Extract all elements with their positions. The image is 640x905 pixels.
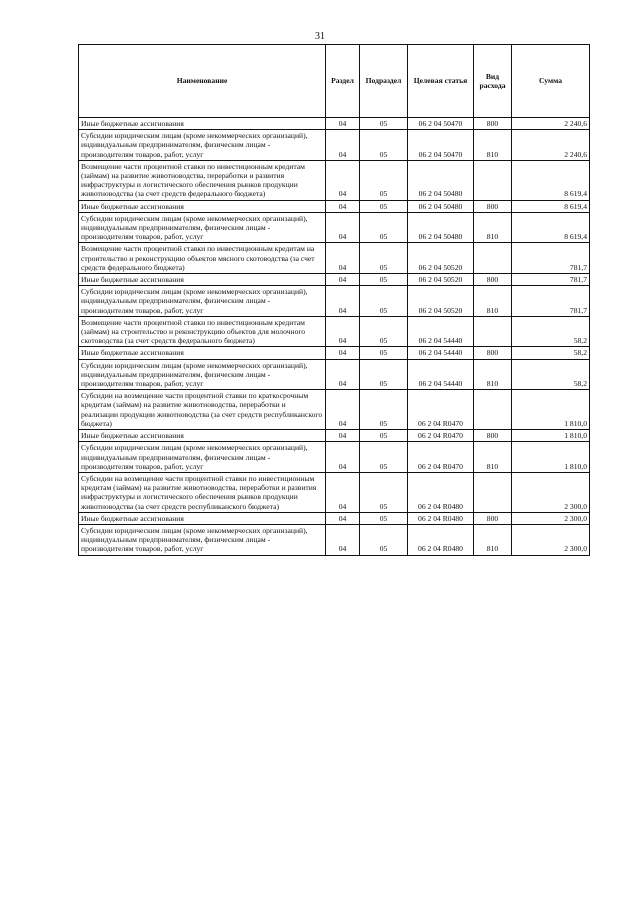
cell-subsection: 05 <box>360 274 408 286</box>
cell-target: 06 2 04 50520 <box>408 243 474 274</box>
cell-target: 06 2 04 54440 <box>408 359 474 390</box>
cell-name: Иные бюджетные ассигнования <box>79 430 326 442</box>
cell-amount: 1 810,0 <box>512 430 590 442</box>
cell-amount: 2 300,0 <box>512 472 590 512</box>
cell-section: 04 <box>326 160 360 200</box>
cell-subsection: 05 <box>360 130 408 161</box>
cell-subsection: 05 <box>360 316 408 347</box>
table-body <box>79 118 590 556</box>
column-header-section: Раздел <box>326 45 360 118</box>
cell-section: 04 <box>326 286 360 317</box>
cell-expense-type <box>474 390 512 430</box>
cell-expense-type <box>474 472 512 512</box>
cell-subsection: 05 <box>360 347 408 359</box>
column-header-target: Целевая статья <box>408 45 474 118</box>
cell-section: 04 <box>326 512 360 524</box>
cell-target: 06 2 04 R0480 <box>408 472 474 512</box>
cell-name: Иные бюджетные ассигнования <box>79 512 326 524</box>
cell-section: 04 <box>326 212 360 243</box>
cell-amount: 2 240,6 <box>512 130 590 161</box>
cell-expense-type <box>474 160 512 200</box>
cell-amount: 8 619,4 <box>512 160 590 200</box>
cell-target: 06 2 04 50520 <box>408 286 474 317</box>
table-row <box>79 130 590 161</box>
cell-section: 04 <box>326 274 360 286</box>
cell-amount: 781,7 <box>512 274 590 286</box>
cell-amount: 58,2 <box>512 347 590 359</box>
cell-amount: 58,2 <box>512 316 590 347</box>
cell-subsection: 05 <box>360 430 408 442</box>
cell-target: 06 2 04 54440 <box>408 316 474 347</box>
cell-expense-type: 810 <box>474 130 512 161</box>
cell-expense-type: 800 <box>474 347 512 359</box>
table-row <box>79 359 590 390</box>
cell-target: 06 2 04 50470 <box>408 118 474 130</box>
cell-section: 04 <box>326 200 360 212</box>
cell-expense-type: 800 <box>474 200 512 212</box>
cell-name: Субсидии на возмещение части процентной ставки по инвестиционным кредитам (займам) на развитие животноводства, переработки и развития инфраструктуры и логистического обеспечения рынков продукции животноводства (за счет средств республиканского бюджета) <box>79 472 326 512</box>
table-row <box>79 316 590 347</box>
cell-name: Иные бюджетные ассигнования <box>79 347 326 359</box>
cell-target: 06 2 04 R0480 <box>408 512 474 524</box>
table-row <box>79 512 590 524</box>
cell-subsection: 05 <box>360 243 408 274</box>
cell-name: Субсидии юридическим лицам (кроме некоммерческих организаций), индивидуальным предпринимателям, физическим лицам - производителям товаров, работ, услуг <box>79 524 326 555</box>
cell-target: 06 2 04 54440 <box>408 347 474 359</box>
cell-name: Возмещение части процентной ставки по инвестиционным кредитам на строительство и реконструкцию объектов мясного скотоводства (за счет средств федерального бюджета) <box>79 243 326 274</box>
cell-expense-type: 800 <box>474 274 512 286</box>
cell-target: 06 2 04 R0470 <box>408 430 474 442</box>
cell-target: 06 2 04 50480 <box>408 200 474 212</box>
cell-subsection: 05 <box>360 359 408 390</box>
table-row <box>79 347 590 359</box>
cell-section: 04 <box>326 118 360 130</box>
page-number: 31 <box>315 31 325 42</box>
cell-expense-type <box>474 243 512 274</box>
cell-name: Субсидии юридическим лицам (кроме некоммерческих организаций), индивидуальным предпринимателям, физическим лицам - производителям товаров, работ, услуг <box>79 130 326 161</box>
cell-target: 06 2 04 50520 <box>408 274 474 286</box>
cell-section: 04 <box>326 524 360 555</box>
cell-target: 06 2 04 50470 <box>408 130 474 161</box>
cell-section: 04 <box>326 130 360 161</box>
column-header-amount: Сумма <box>512 45 590 118</box>
cell-name: Иные бюджетные ассигнования <box>79 200 326 212</box>
table-row <box>79 118 590 130</box>
cell-section: 04 <box>326 359 360 390</box>
cell-subsection: 05 <box>360 160 408 200</box>
cell-subsection: 05 <box>360 286 408 317</box>
cell-expense-type: 810 <box>474 212 512 243</box>
cell-subsection: 05 <box>360 200 408 212</box>
cell-section: 04 <box>326 390 360 430</box>
column-header-expense-type: Вид расхода <box>474 45 512 118</box>
cell-section: 04 <box>326 243 360 274</box>
cell-subsection: 05 <box>360 472 408 512</box>
cell-target: 06 2 04 R0470 <box>408 390 474 430</box>
cell-section: 04 <box>326 430 360 442</box>
column-header-name: Наименование <box>79 45 326 118</box>
cell-name: Иные бюджетные ассигнования <box>79 118 326 130</box>
cell-expense-type: 800 <box>474 118 512 130</box>
cell-amount: 58,2 <box>512 359 590 390</box>
cell-amount: 2 240,6 <box>512 118 590 130</box>
cell-amount: 8 619,4 <box>512 212 590 243</box>
cell-expense-type: 810 <box>474 359 512 390</box>
cell-section: 04 <box>326 472 360 512</box>
cell-amount: 2 300,0 <box>512 524 590 555</box>
cell-amount: 2 300,0 <box>512 512 590 524</box>
cell-name: Субсидии юридическим лицам (кроме некоммерческих организаций), индивидуальным предпринимателям, физическим лицам - производителям товаров, работ, услуг <box>79 442 326 473</box>
cell-expense-type: 810 <box>474 286 512 317</box>
table-row <box>79 274 590 286</box>
cell-amount: 781,7 <box>512 243 590 274</box>
table-row <box>79 212 590 243</box>
cell-name: Субсидии на возмещение части процентной ставки по краткосрочным кредитам (займам) на развитие животноводства, переработки и реализации продукции животноводства (за счет средств республиканского бюджета) <box>79 390 326 430</box>
cell-amount: 781,7 <box>512 286 590 317</box>
table-row <box>79 430 590 442</box>
cell-name: Субсидии юридическим лицам (кроме некоммерческих организаций), индивидуальным предпринимателям, физическим лицам - производителям товаров, работ, услуг <box>79 212 326 243</box>
table-row <box>79 200 590 212</box>
cell-subsection: 05 <box>360 212 408 243</box>
table-row <box>79 472 590 512</box>
cell-section: 04 <box>326 442 360 473</box>
cell-expense-type: 800 <box>474 512 512 524</box>
cell-amount: 1 810,0 <box>512 390 590 430</box>
cell-expense-type <box>474 316 512 347</box>
cell-name: Субсидии юридическим лицам (кроме некоммерческих организаций), индивидуальным предпринимателям, физическим лицам - производителям товаров, работ, услуг <box>79 286 326 317</box>
table-row <box>79 243 590 274</box>
table-row <box>79 160 590 200</box>
cell-subsection: 05 <box>360 512 408 524</box>
cell-expense-type: 810 <box>474 524 512 555</box>
cell-name: Субсидии юридическим лицам (кроме некоммерческих организаций), индивидуальным предпринимателям, физическим лицам - производителям товаров, работ, услуг <box>79 359 326 390</box>
table-row <box>79 390 590 430</box>
cell-amount: 1 810,0 <box>512 442 590 473</box>
column-header-subsection: Подраздел <box>360 45 408 118</box>
budget-table <box>78 44 590 556</box>
table-row <box>79 442 590 473</box>
table-row <box>79 524 590 555</box>
cell-subsection: 05 <box>360 390 408 430</box>
cell-name: Иные бюджетные ассигнования <box>79 274 326 286</box>
cell-expense-type: 810 <box>474 442 512 473</box>
cell-subsection: 05 <box>360 442 408 473</box>
cell-target: 06 2 04 R0470 <box>408 442 474 473</box>
cell-expense-type: 800 <box>474 430 512 442</box>
cell-target: 06 2 04 R0480 <box>408 524 474 555</box>
cell-amount: 8 619,4 <box>512 200 590 212</box>
cell-name: Возмещение части процентной ставки по инвестиционным кредитам (займам) на строительство и реконструкцию объектов для молочного скотоводства (за счет средств федерального бюджета) <box>79 316 326 347</box>
table-row <box>79 286 590 317</box>
cell-section: 04 <box>326 316 360 347</box>
cell-subsection: 05 <box>360 118 408 130</box>
cell-target: 06 2 04 50480 <box>408 212 474 243</box>
cell-subsection: 05 <box>360 524 408 555</box>
table-header-row <box>79 45 590 118</box>
cell-name: Возмещение части процентной ставки по инвестиционным кредитам (займам) на развитие животноводства, переработки и развития инфраструктуры и логистического обеспечения рынков продукции животноводства (за счет средств федерального бюджета) <box>79 160 326 200</box>
cell-target: 06 2 04 50480 <box>408 160 474 200</box>
cell-section: 04 <box>326 347 360 359</box>
